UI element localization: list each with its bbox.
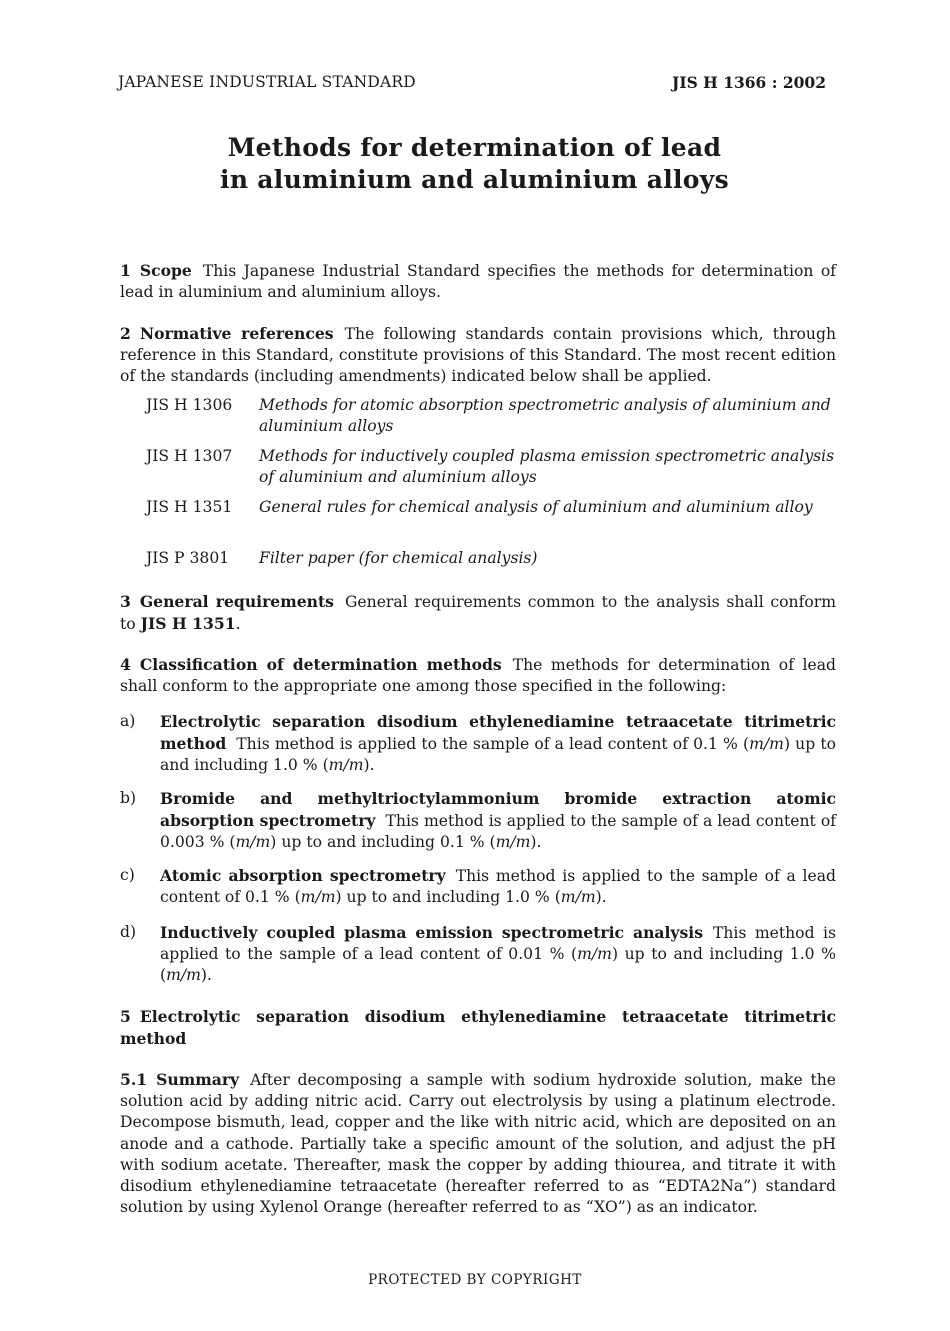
section-text: After decomposing a sample with sodium hydroxide solution, make the solution acid by adding nitric acid. Carry out electrolysis by using a platinum electrode. Decompose bismuth, lead, copper and the like with nitric acid, which are deposited on an anode and a cathode. Partially take a specific amount of the solution, and adjust the pH with sodium acetate. Thereafter, mask the copper by adding thiourea, and titrate it with disodium ethylenediamine tetraacetate (hereafter referred to as “EDTA2Na”) standard solution by using Xylenol Orange (hereafter referred to as “XO”) as an indicator.: [120, 1071, 836, 1217]
reference-code: JIS H 1351: [146, 498, 233, 516]
title-line-1: Methods for determination of lead: [227, 133, 722, 162]
reference-title: Methods for atomic absorption spectrometric analysis of aluminium and aluminium alloys: [259, 396, 831, 436]
title-line-2: in aluminium and aluminium alloys: [220, 165, 729, 194]
method-item-c: [120, 865, 836, 908]
method-item-b: [120, 788, 836, 854]
item-heading: Atomic absorption spectrometry: [160, 866, 446, 885]
section-text: The methods for determination of lead shall conform to the appropriate one among those specified in the following:: [120, 656, 836, 696]
section-text: The following standards contain provisions which, through reference in this Standard, constitute provisions of this Standard. The most recent edition of the standards (including amendments) indicated below shall be applied.: [120, 325, 836, 386]
section-heading: Normative references: [139, 324, 334, 343]
section-number: 5: [120, 1007, 131, 1026]
copyright-footer: PROTECTED BY COPYRIGHT: [368, 1272, 582, 1288]
section-5-heading: [120, 1006, 836, 1050]
section-5-1-summary: [120, 1069, 836, 1218]
reference-code: JIS P 3801: [146, 549, 230, 567]
item-heading: Electrolytic separation disodium ethylenediamine tetraacetate titrimetric method: [160, 712, 836, 754]
item-text: This method is applied to the sample of a lead content of 0.1 % (m/m) up to and including 1.0 % (m/m).: [160, 867, 836, 907]
item-label: c): [120, 866, 135, 884]
item-heading: Inductively coupled plasma emission spectrometric analysis: [160, 923, 703, 942]
item-label: a): [120, 712, 136, 730]
reference-title: Filter paper (for chemical analysis): [259, 549, 538, 567]
item-label: b): [120, 789, 137, 807]
reference-item: [146, 446, 836, 488]
section-number: 2: [120, 324, 131, 343]
referenced-standard: JIS H 1351: [140, 614, 236, 634]
method-item-a: [120, 711, 836, 777]
section-text: This Japanese Industrial Standard specifies the methods for determination of lead in aluminium and aluminium alloys.: [120, 262, 836, 302]
section-heading: Classification of determination methods: [139, 655, 502, 674]
reference-title: Methods for inductively coupled plasma emission spectrometric analysis of aluminium and aluminium alloys: [259, 447, 835, 487]
section-number: 1: [120, 261, 131, 280]
section-heading: Summary: [156, 1070, 240, 1089]
section-1-scope: [120, 260, 836, 303]
header-standard-number: JIS H 1366 : 2002: [671, 73, 826, 92]
method-item-d: [120, 922, 836, 987]
item-text: This method is applied to the sample of a lead content of 0.1 % (m/m) up to and including 1.0 % (m/m).: [160, 735, 836, 775]
section-number: 5.1: [120, 1070, 148, 1089]
section-heading: Electrolytic separation disodium ethylenediamine tetraacetate titrimetric method: [120, 1007, 836, 1049]
reference-title: General rules for chemical analysis of aluminium and aluminium alloy: [259, 498, 813, 516]
item-text: This method is applied to the sample of a lead content of 0.003 % (m/m) up to and including 0.1 % (m/m).: [160, 812, 836, 852]
item-label: d): [120, 923, 137, 941]
item-text: This method is applied to the sample of a lead content of 0.01 % (m/m) up to and including 1.0 % (m/m).: [160, 924, 836, 985]
reference-item: [146, 548, 836, 569]
section-heading: General requirements: [139, 592, 334, 611]
sentence-end: .: [235, 615, 241, 634]
section-number: 4: [120, 655, 131, 674]
section-2-normative-references: [120, 323, 836, 388]
section-4-classification: [120, 654, 836, 697]
header-standard-type: JAPANESE INDUSTRIAL STANDARD: [118, 73, 416, 91]
reference-item: [146, 395, 836, 437]
section-text: General requirements common to the analysis shall conform to: [120, 593, 836, 634]
reference-item: [146, 497, 836, 518]
item-heading: Bromide and methyltrioctylammonium bromide extraction atomic absorption spectrometry: [160, 789, 836, 831]
document-title: [0, 132, 950, 196]
reference-code: JIS H 1307: [146, 447, 233, 465]
section-heading: Scope: [139, 261, 192, 280]
section-number: 3: [120, 592, 131, 611]
section-3-general-requirements: [120, 591, 836, 635]
reference-code: JIS H 1306: [146, 396, 233, 414]
